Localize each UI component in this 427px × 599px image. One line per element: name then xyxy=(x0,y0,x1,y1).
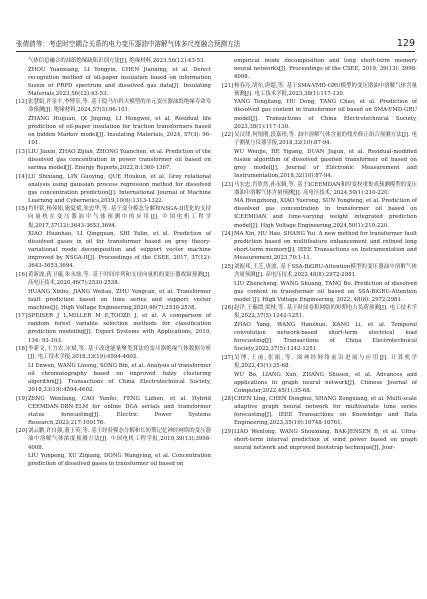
reference-text: MA Xin, HU Hao, SHANG Yui. A new method for transformer fault prediction based on multifeature enhancement and refined long short-term memory[J]. IEEE Transactions on Instrumentation and Measurement,2023,70:1-11. xyxy=(234,231,417,262)
reference-text: 李新文,王力农,宋斌,等. 基于改进能量聚类算法的变压器绝缘气体数据分析[J]. 电工技术学报,2018,33(19):4594-4602. xyxy=(28,346,211,361)
reference-text: 马宏忠,肖欣然,孙永腾,等. 基于ICEEMDAN和时变权重集成预测模型的变压器油中溶解气体含量预测[J]. 高电压技术, 2024,50(1):210-220. xyxy=(234,181,417,196)
reference-list-left xyxy=(16,57,211,468)
reference-text: WU Wenjie, HE Yigang, DUAN Jiajun, et al. Residual-modified fusion algorithm of dissolved gasified transformer oil based on grey model[J]. Journal of Electronic Measurement and Instrumentation,2018,32(10):87-94. xyxy=(234,148,417,180)
reference-entry xyxy=(222,98,417,130)
reference-entry xyxy=(16,115,211,147)
reference-entry xyxy=(16,173,211,205)
reference-text: ZHANG Huijuan, QI Jinping, LI Hongwei, et al. Residual life prediction of oil-paper insulation for traction transformers based on hidden Markov model[J]. Insulating Materials, 2024, 57(3): 96-101. xyxy=(28,116,211,147)
reference-entry xyxy=(16,98,211,114)
reference-text: LIU Zhencheng, WANG Shuang, TANG Bo. Prediction of dissolved gas content in transformer oil based on SSA-BiGRU-Attention model [J]. High Voltage Engineering, 2022, 48(8): 2972-2981. xyxy=(234,280,417,303)
reference-number: [18] xyxy=(16,346,28,353)
reference-entry xyxy=(16,427,211,451)
reference-entry xyxy=(222,148,417,180)
reference-entry xyxy=(16,205,211,229)
reference-number: [29] xyxy=(222,429,234,436)
reference-text: 吴汉律,何怡刚,段嘉珍,等. 油中溶解气体含量的残差修正组合预测方法[J]. 电子测量与仪器学报,2018,32(10):87-94. xyxy=(234,132,417,147)
reference-list-right xyxy=(222,57,417,452)
reference-entry xyxy=(222,197,417,229)
reference-text: 张慧娟,许金平,李博乐,等. 基于隐马尔科夫模型的单元变压器油纸绝缘寿命寿命预测[J]. 绝缘材料,2024,57(3):96-101. xyxy=(28,99,211,114)
reference-entry xyxy=(16,271,211,287)
header-title: 张倩倩等：考虑时空耦合关系的电力变压器油中溶解气体多尺度融合预测方法 xyxy=(16,40,241,48)
left-column xyxy=(16,57,211,469)
reference-entry xyxy=(222,354,417,370)
reference-text: LU Shixiang, LIN Guoying, QUE Houkun, et al. Grey relational analysis using gaussian process regression method for dissolved gas concentration prediction[J]. International Journal of Machine Learning and Cybernetics,2019,10(6):1313-1322. xyxy=(28,173,211,204)
reference-text: 吴博,王丽,张振,等. 图神经网络前沿进展与应用[J]. 计算机学报,2022,45(1):35-68. xyxy=(234,354,417,369)
reference-entry xyxy=(222,263,417,279)
reference-text: 肖轩铭,杨蓉娟,施夏斌,朱忠华,等. 基于变分模态分解和NSGA-II优化的支持向量机在变压器油中气体预测中的应用[J]. 中国电机工程学报,2017,37(12):3643-3653,3694. xyxy=(28,206,211,229)
reference-number: [25] xyxy=(222,263,234,270)
reference-number: [14] xyxy=(16,173,28,180)
reference-number: [24] xyxy=(222,231,234,238)
reference-text: HUANG Xinbo, JIANG Weitao, ZHU Yongcan, et al. Transformer fault prediction based on time series and support vector machine[J]. High Voltage Engineering,2020,46(7):2530-2538. xyxy=(28,288,211,311)
reference-text: ZHOU Yuanxiang, LI Yongyin, CHEN Jianning, et al. Defect recognition method of oil-paper insulation based on information fusion of PRPD spectrum and dissolved gas data[J]. Insulating Materials,2023,56(12):43-53. xyxy=(28,66,211,97)
reference-entry xyxy=(16,395,211,427)
reference-text: WU Bo, LIANG Xun, ZHANG Shusen, et al. Advances and applications in graph neural network[J]. Chinese Journal of Computer,2022,45(1):35-68. xyxy=(234,371,417,394)
reference-text: 气体信息融合的油纸绝缘缺陷识别方法[J]. 绝缘材料,2023,56(12):43-53. xyxy=(28,58,206,64)
reference-text: LIU Jiaxin, ZHAO Zijian, ZHONG Yuanchen, et al. Prediction of the dissolved gas concentration in power transformer oil based on sarima model[J]. Energy Reports,2022,8:1360-1367. xyxy=(28,148,211,171)
page-number: 129 xyxy=(396,38,415,49)
reference-text: ZENG Wenliang, CAO Yunfei, FENG Lizhen, et al. Hybrid CEEMDAN-DBN-ELM for online DGA serials and transformer status forecasting[J]. Electric Power Systems Research,2023,217:109176. xyxy=(28,395,211,426)
reference-number: [26] xyxy=(222,305,234,312)
reference-text: MA Hongzhong, XIAO Yuerong, SUN Yongteng, et al. Prediction of dissolved gas concentration in transformer oil based on ICEEMDAN and time-varying weight integrated prediction model[J]. High Voltage Engineering,2024,50(1):210-220. xyxy=(234,198,417,229)
reference-entry xyxy=(222,57,417,81)
reference-entry xyxy=(222,230,417,262)
reference-text: LIU Yunpeng, XU Ziqiang, DONG Wangying, et al. Concentration prediction of dissolved gases in transformer oil based on xyxy=(28,453,211,468)
reference-entry xyxy=(16,148,211,172)
reference-text: 杨春亮,胡东,唐超,等. 基于SMA-VMD-GRU模型的变压器油中溶解气体含量预测[J]. 电工技术学报,2023,38(1):117-130. xyxy=(234,82,417,97)
reference-entry xyxy=(222,181,417,197)
reference-number: [27] xyxy=(222,354,234,361)
reference-number: [19] xyxy=(16,395,28,402)
right-column xyxy=(222,57,417,453)
reference-text: empirical mode decomposition and long short-term memory neural networks[J]. Proceedings of the CSEE, 2019, 39(13): 3998-4008. xyxy=(234,58,417,81)
header-rule xyxy=(16,51,415,52)
reference-text: SPEISER J L,MILLER M E,TOOZE J, et al. A comparison of random forest variable selection methods for classification prediction modeling[J]. Expert Systems with Applications, 2019, 134: 93-103. xyxy=(28,313,211,344)
reference-number: [23] xyxy=(222,181,234,188)
reference-number: [21] xyxy=(222,82,234,89)
reference-text: LIAO Wenlong, WANG Shouxiang, BAK-JENSEN B, et al. Ultra-short-term interval prediction of wind power based on graph neural network and improved bootstrap technique[J]. Jour- xyxy=(234,429,417,452)
reference-text: 刘云鹏,许自强,董王英,等. 基于经验模态分解和长短期记忆神经网络的变压器油中溶解气体浓度预测方法[J]. 中国电机工程学报,2019,39(13):3998-4008. xyxy=(28,428,211,451)
reference-entry xyxy=(16,452,211,468)
reference-entry xyxy=(16,288,211,312)
reference-entry xyxy=(222,371,417,395)
reference-number: [13] xyxy=(16,148,28,155)
reference-entry xyxy=(16,57,211,65)
reference-text: LI Enwen, WANG Linong, SONG Bin, et al. Analysis of transformer oil chromatography based on improved fuzzy clustering algorithm[J]. Transactions of China Electrotechnical Society, 2018,33(19):4594-4602. xyxy=(28,362,211,393)
reference-entry xyxy=(222,395,417,427)
reference-text: 黄新波,蒋卫薇,朱永灿,等. 基于时间序列和支持向量机的变压器故障预测[J]. 高电压技术,2020,46(7):2530-2538. xyxy=(28,271,211,287)
reference-text: 赵洋,王瀚谭,梁林,等. 基于时间卷积网络的短期电力负荷预测[J]. 电工技术学报,2022,37(5):1242-1251. xyxy=(234,305,417,320)
reference-text: CHEN Ling, CHEN Donghui, SHANG Zongxiang, et al. Multi-scale adaptive graph neural network for multivariate time series forecasting[J]. IEEE Transactions on Knowledge and Data Engineering,2023,35(10):10748-10761. xyxy=(234,396,417,427)
reference-entry xyxy=(222,131,417,147)
reference-entry xyxy=(222,280,417,304)
reference-entry xyxy=(222,304,417,320)
reference-number: [20] xyxy=(16,428,28,435)
reference-entry xyxy=(16,345,211,361)
reference-number: [22] xyxy=(222,132,234,139)
reference-number: [28] xyxy=(222,396,234,403)
reference-text: YANG Tongliang, HU Dong, TANG Chao, et al. Prediction of dissolved gas content in transformer oil based on SMA-VMD-GRU model[J]. Transactions of China Electrotechnical Society, 2023,38(1):117-130. xyxy=(234,99,417,130)
reference-number: [15] xyxy=(16,206,28,213)
reference-entry xyxy=(222,82,417,98)
reference-entry xyxy=(16,66,211,98)
reference-number: [12] xyxy=(16,99,28,106)
reference-text: 刘振邦,王芝,唐波. 基于SSA-BiGRU-Attention模型的变压器油中溶解气体含量预测[J]. 高电压技术,2022,48(8):2972-2981. xyxy=(234,263,417,278)
reference-number: [17] xyxy=(16,313,28,320)
reference-entry xyxy=(222,321,417,353)
reference-entry xyxy=(222,428,417,452)
reference-entry xyxy=(16,312,211,344)
reference-entry xyxy=(16,230,211,270)
reference-text: XIAO Huanhao, LI Qingquan, SHI Yalin, et al. Prediction of dissolved gases in oil for transformer based on grey theory-variational mode decomposition and support vector machine improved by NSGA-II[J]. Proceedings of the CSEE, 2017, 37(12): 3643-3653,3694. xyxy=(28,231,211,270)
reference-number: [16] xyxy=(16,271,28,278)
reference-text: ZHAO Yang, WANG Hanzhuo, KANG Li, et al. Temporal convolution network-based short-term electrical load forecasting[J]. Transactions of China Electrotechnical Society,2022,37(5):1242-1251. xyxy=(234,322,417,353)
reference-entry xyxy=(16,362,211,394)
